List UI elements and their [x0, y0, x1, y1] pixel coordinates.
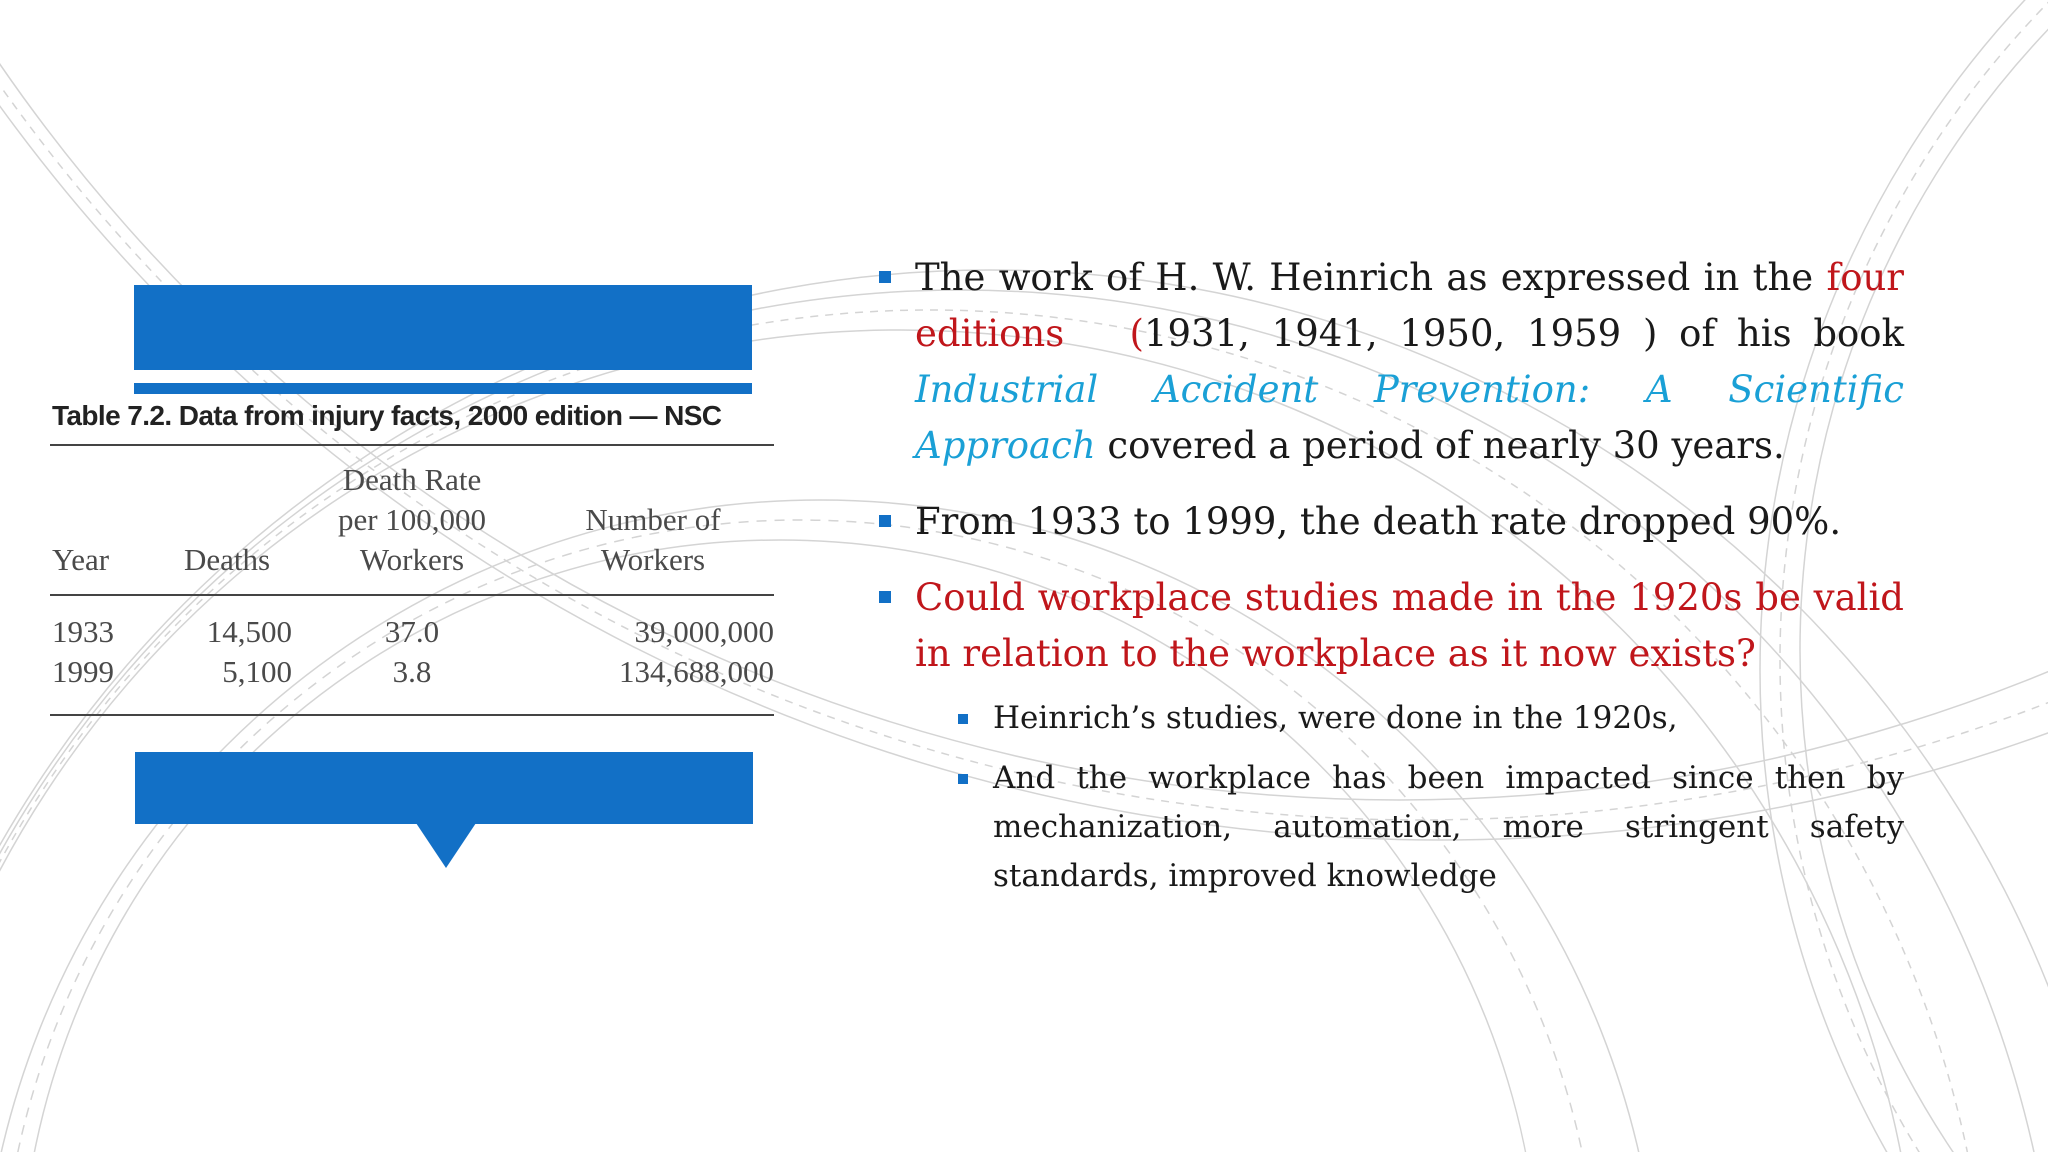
cell-deaths: 5,100: [222, 654, 292, 689]
header-death-rate-line2: per 100,000: [337, 502, 487, 537]
callout-box: [135, 752, 753, 824]
injury-data-table-image: [48, 400, 793, 716]
injury-data-table: [50, 444, 774, 716]
header-workers-line1: Number of: [585, 502, 721, 537]
paren-open: (: [1129, 312, 1144, 355]
header-year: Year: [52, 542, 110, 577]
sub-bullet-text: And the workplace has been impacted since then by mechanization, automation, more stringent safety standards, improved knowledge: [993, 760, 1904, 894]
bullet-text: From 1933 to 1999, the death rate dropped 90%.: [915, 500, 1842, 543]
header-number-of-workers: [532, 445, 774, 595]
bullet-text: Could workplace studies made in the 1920s be valid in relation to the workplace as it now exists?: [915, 576, 1904, 675]
sub-bullet-studies: [879, 694, 1904, 743]
header-death-rate-line1: Death Rate: [342, 462, 482, 497]
edition-years-text: 1931, 1941, 1950, 1959 ) of his book: [1143, 312, 1904, 355]
header-workers-line2: Workers: [600, 542, 706, 577]
cell-death-rate: 3.8: [392, 654, 432, 689]
bullet-question: [879, 570, 1904, 682]
bullet-heinrich-work: [879, 250, 1904, 474]
callout-pointer: [416, 823, 476, 868]
cell-workers: 134,688,000: [619, 654, 774, 689]
bullet-square-icon: [879, 591, 891, 603]
table-row: [50, 652, 774, 715]
bullet-square-icon: [879, 515, 891, 527]
four-editions-text: four editions: [915, 256, 1904, 355]
header-death-rate: [292, 445, 532, 595]
cell-year: 1999: [52, 654, 114, 689]
header-death-rate-line3: Workers: [359, 542, 465, 577]
sub-bullet-square-icon: [958, 774, 968, 784]
cell-death-rate: 37.0: [384, 614, 440, 649]
cell-workers: 39,000,000: [634, 614, 774, 649]
header-deaths: Deaths: [183, 542, 271, 577]
bullet-text: The work of H. W. Heinrich as expressed in the: [915, 256, 1827, 299]
book-title-text: Industrial Accident Prevention: A Scientific Approach: [915, 368, 1904, 467]
sub-bullet-workplace-impact: [879, 754, 1904, 901]
table-header-row: [50, 445, 774, 595]
bullet-text-end: covered a period of nearly 30 years.: [1095, 424, 1785, 467]
cell-year: 1933: [52, 614, 114, 649]
sub-bullet-square-icon: [958, 714, 968, 724]
title-underline-bar: [134, 383, 752, 394]
sub-bullet-text: Heinrich’s studies, were done in the 1920s,: [993, 700, 1678, 736]
bullet-death-rate: [879, 494, 1904, 550]
title-banner: [134, 285, 752, 370]
slide-content: [879, 250, 1904, 912]
table-caption: Table 7.2. Data from injury facts, 2000 edition — NSC: [52, 400, 722, 431]
bullet-square-icon: [879, 271, 891, 283]
table-row: [50, 595, 774, 652]
cell-deaths: 14,500: [206, 614, 292, 649]
